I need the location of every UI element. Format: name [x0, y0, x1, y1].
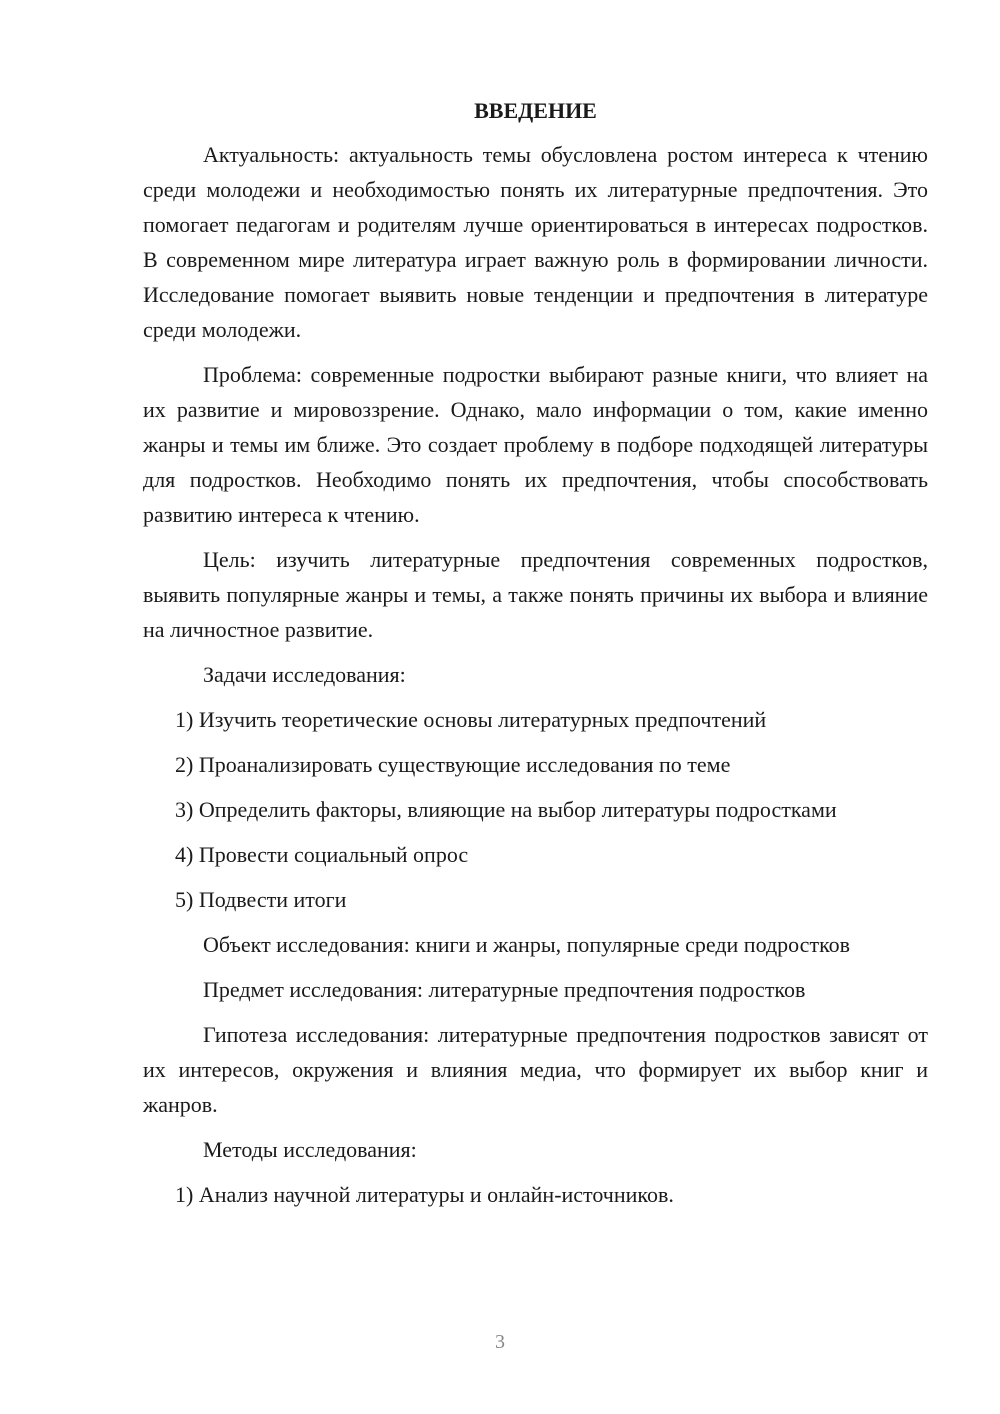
paragraph-problem: Проблема: современные подростки выбирают разные книги, что влияет на их развитие и мировоззрение. Однако, мало информации о том, какие именно жанры и темы им ближе. Это создает проблему в подборе подходящей литературы для подростков. Необходимо понять их предпочтения, чтобы способствовать развитию интереса к чтению. [143, 362, 928, 527]
task-item-3: 3) Определить факторы, влияющие на выбор литературы подростками [175, 797, 837, 822]
methods-heading: Методы исследования: [203, 1137, 417, 1162]
paragraph-hypothesis: Гипотеза исследования: литературные предпочтения подростков зависят от их интересов, окружения и влияния медиа, что формирует их выбор книг и жанров. [143, 1022, 928, 1117]
page-number: 3 [495, 1331, 505, 1353]
task-item-4: 4) Провести социальный опрос [175, 842, 469, 867]
paragraph-relevance: Актуальность: актуальность темы обусловлена ростом интереса к чтению среди молодежи и необходимостью понять их литературные предпочтения. Это помогает педагогам и родителям лучше ориентироваться в интересах подростков. В современном мире литература играет важную роль в формировании личности. Исследование помогает выявить новые тенденции и предпочтения в литературе среди молодежи. [143, 142, 928, 342]
task-item-2: 2) Проанализировать существующие исследования по теме [175, 752, 731, 777]
task-item-5: 5) Подвести итоги [175, 887, 347, 912]
paragraph-subject: Предмет исследования: литературные предпочтения подростков [203, 977, 806, 1002]
task-item-1: 1) Изучить теоретические основы литературных предпочтений [175, 707, 767, 732]
section-title: ВВЕДЕНИЕ [474, 98, 597, 123]
tasks-heading: Задачи исследования: [203, 662, 406, 687]
page-content [143, 96, 928, 1222]
paragraph-goal: Цель: изучить литературные предпочтения современных подростков, выявить популярные жанры и темы, а также понять причины их выбора и влияние на личностное развитие. [143, 547, 928, 642]
paragraph-object: Объект исследования: книги и жанры, популярные среди подростков [203, 932, 851, 957]
method-item-1: 1) Анализ научной литературы и онлайн-источников. [175, 1182, 674, 1207]
